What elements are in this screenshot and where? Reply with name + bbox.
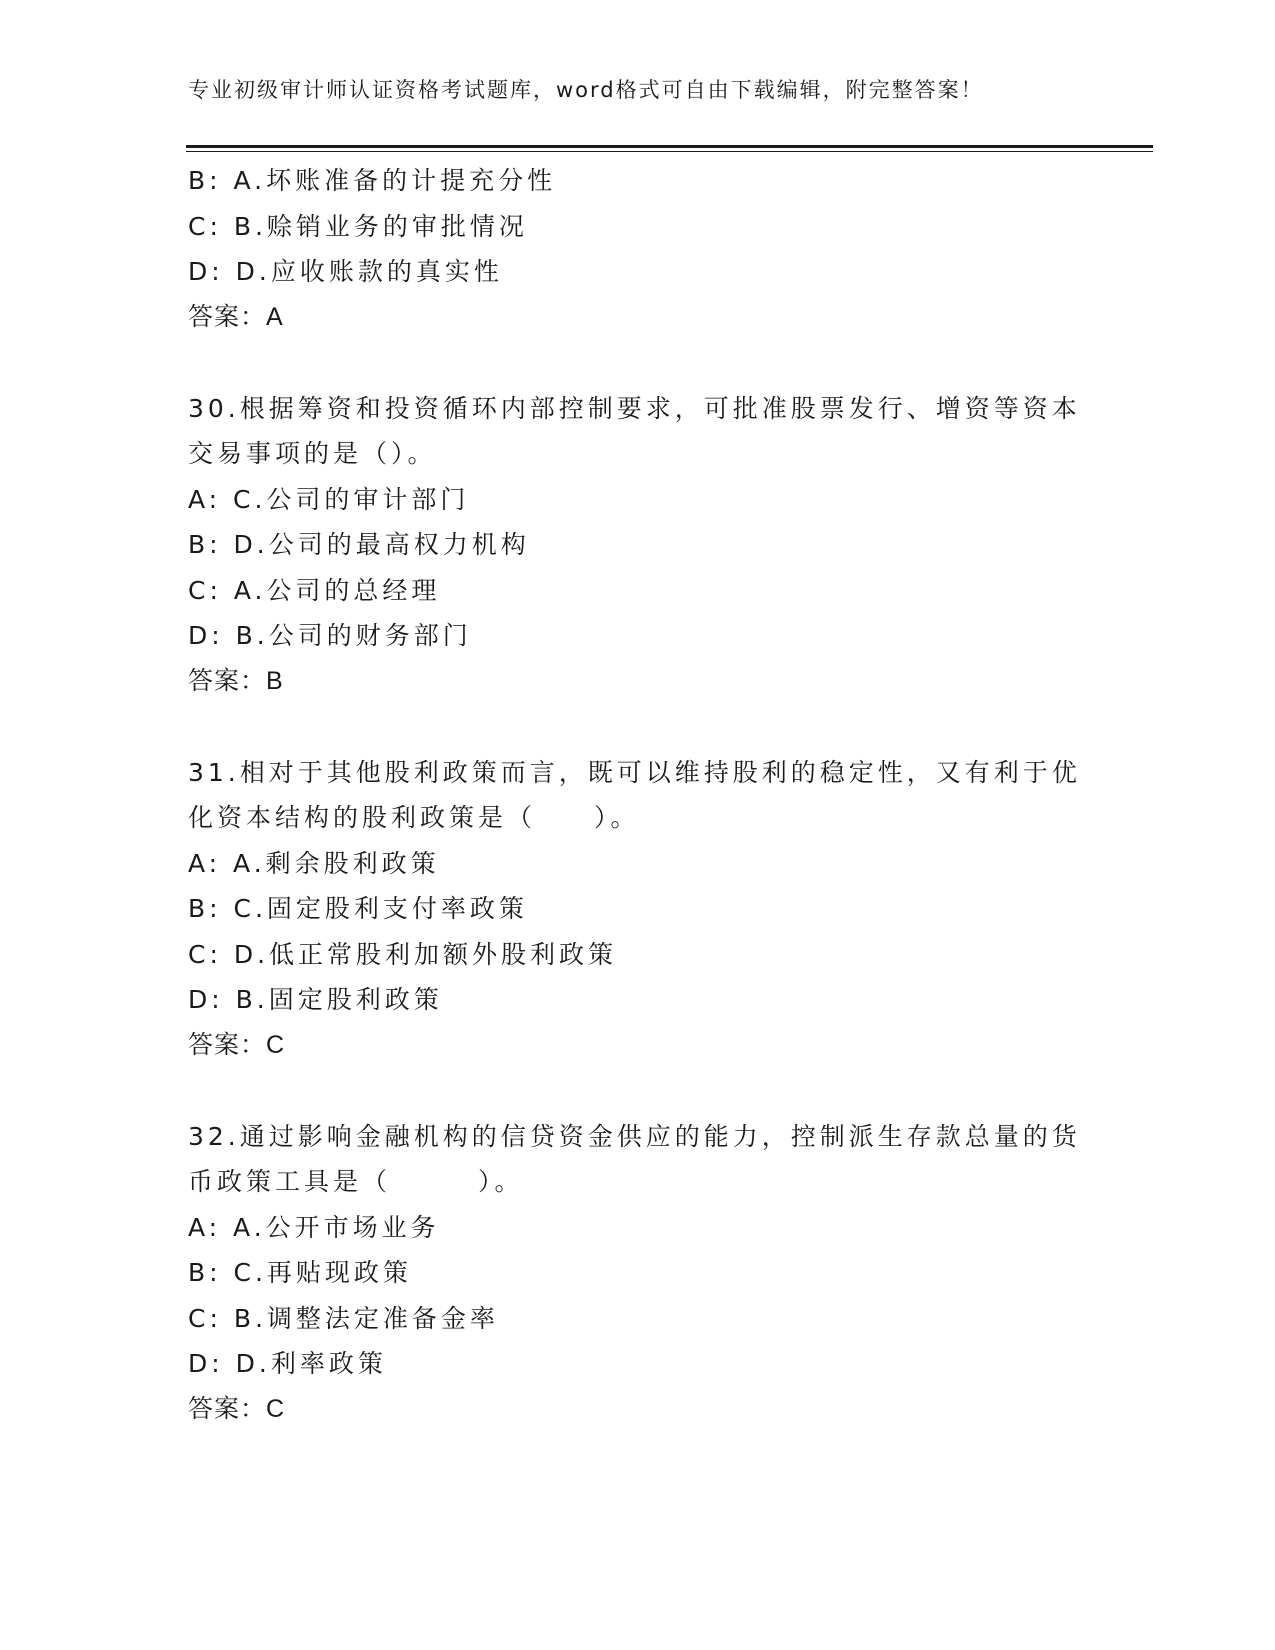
option-line: B: D.公司的最高权力机构: [188, 530, 530, 559]
question-stem-line: 交易事项的是（）。: [188, 439, 437, 468]
page-header: 专业初级审计师认证资格考试题库，word格式可自由下载编辑，附完整答案！: [188, 78, 984, 102]
option-line: C: B.赊销业务的审批情况: [188, 211, 528, 241]
option-line: C: D.低正常股利加额外股利政策: [188, 939, 618, 969]
option-line: B: C.固定股利支付率政策: [188, 894, 528, 923]
header-rule-thick: [186, 145, 1153, 148]
answer-line: 答案：C: [188, 1394, 286, 1423]
option-line: D: D.应收账款的真实性: [188, 257, 503, 286]
question-stem-line: 30.根据筹资和投资循环内部控制要求，可批准股票发行、增资等资本: [188, 393, 1081, 423]
spacer: [188, 340, 1088, 386]
option-line: D: D.利率政策: [188, 1349, 387, 1378]
question-30: [188, 386, 1088, 705]
option-line: D: B.固定股利政策: [188, 985, 443, 1014]
option-line: D: B.公司的财务部门: [188, 621, 472, 650]
question-stem-line: 31.相对于其他股利政策而言，既可以维持股利的稳定性，又有利于优: [188, 757, 1081, 787]
option-line: A: A.公开市场业务: [188, 1212, 440, 1242]
option-line: C: A.公司的总经理: [188, 575, 441, 605]
option-line: A: C.公司的审计部门: [188, 484, 470, 514]
answer-line: 答案：B: [188, 666, 284, 695]
question-31: [188, 750, 1088, 1069]
option-line: C: B.调整法定准备金率: [188, 1303, 499, 1333]
question-stem-line: 32.通过影响金融机构的信贷资金供应的能力，控制派生存款总量的货: [188, 1121, 1081, 1151]
spacer: [188, 704, 1088, 750]
spacer: [188, 1068, 1088, 1114]
answer-line: 答案：C: [188, 1030, 286, 1059]
question-stem-line: 币政策工具是（ ）。: [188, 1167, 524, 1196]
question-list: [188, 158, 1088, 1432]
header-rule-thin: [186, 151, 1153, 152]
option-line: B: A.坏账准备的计提充分性: [188, 166, 557, 195]
option-line: B: C.再贴现政策: [188, 1258, 412, 1287]
question-stem-line: 化资本结构的股利政策是（ ）。: [188, 803, 640, 832]
answer-line: 答案：A: [188, 302, 284, 331]
option-line: A: A.剩余股利政策: [188, 848, 440, 878]
question-32: [188, 1114, 1088, 1433]
question-29-tail: [188, 158, 1088, 340]
